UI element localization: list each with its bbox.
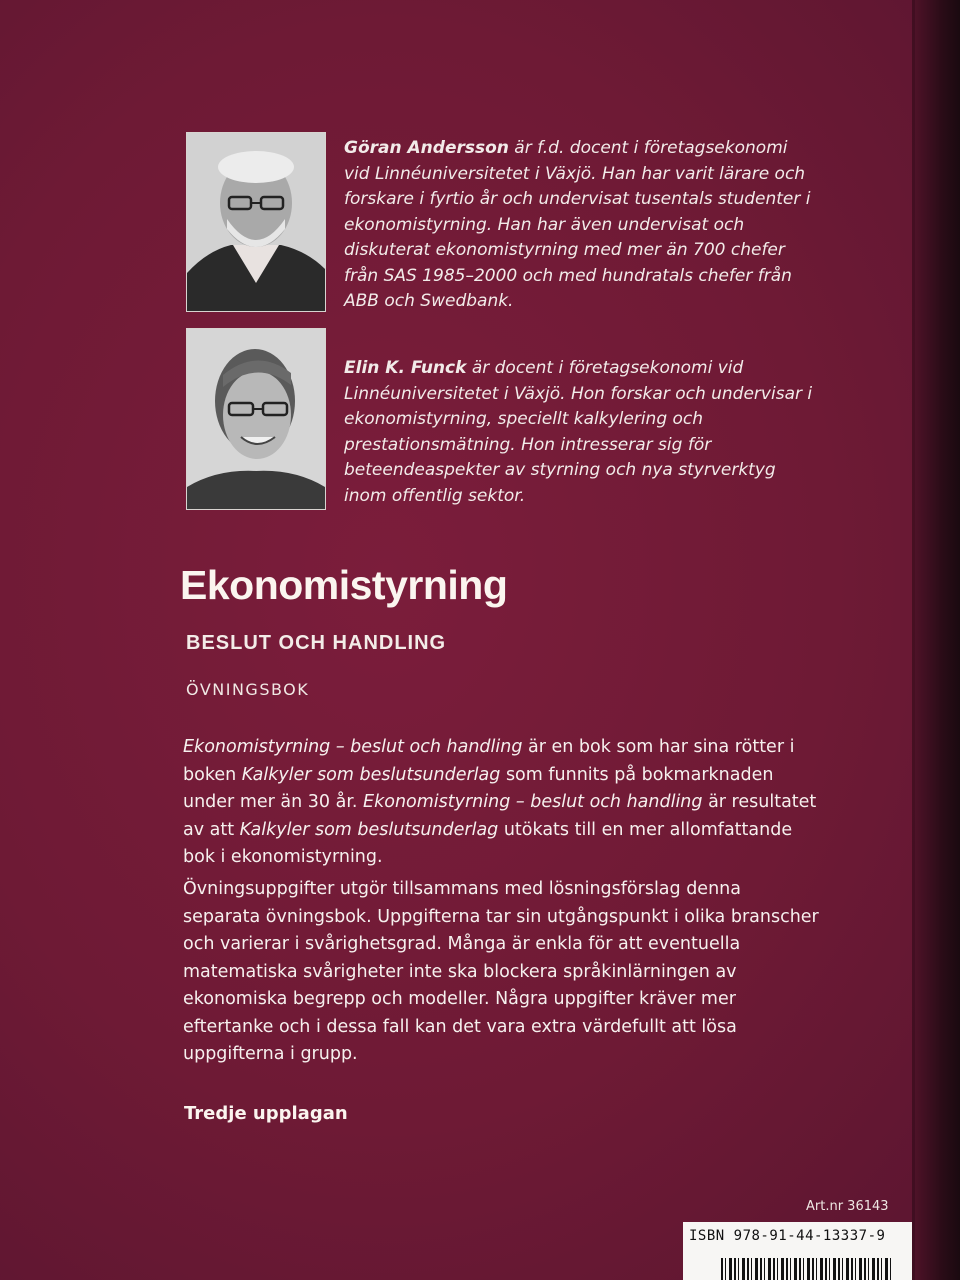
author-photo-elin-funck <box>186 328 326 510</box>
author-name: Göran Andersson <box>344 138 509 158</box>
edition-label: Tredje upplagan <box>184 1103 348 1124</box>
book-title: Ekonomistyrning <box>180 562 508 608</box>
description-text: är en bok som har sina rötter i boken <box>183 737 795 785</box>
book-kind: ÖVNINGSBOK <box>186 680 310 699</box>
description-paragraph-2: Övningsuppgifter utgör tillsammans med lösningsförslag denna separata övningsbok. Uppgifterna tar sin utgångspunkt i olika branscher och varierar i svårighetsgrad. Många är enkla för att eventuella matematiska svårigheter inte ska blockera språkinlärningen av ekonomiska begrepp och modeller. Några uppgifter kräver mer eftertanke och i dessa fall kan det vara extra värdefullt att lösa uppgifterna i grupp. <box>183 879 819 1064</box>
portrait-man-icon <box>187 133 325 311</box>
book-title-italic: Ekonomistyrning – beslut och handling <box>183 737 523 757</box>
author-bio-goran-andersson <box>344 136 814 315</box>
author-photo-goran-andersson <box>186 132 326 312</box>
earlier-book-title-italic: Kalkyler som beslutsunderlag <box>239 819 499 840</box>
author-name: Elin K. Funck <box>344 358 467 378</box>
isbn-barcode <box>683 1222 912 1280</box>
background-strip <box>915 0 960 1280</box>
article-number: Art.nr 36143 <box>806 1199 889 1214</box>
barcode-bars <box>721 1258 891 1280</box>
description-text: utökats till en mer allomfattande bok i ekonomistyrning. <box>183 819 793 867</box>
author-bio-text: är docent i företagsekonomi vid Linnéuniversitetet i Växjö. Hon forskar och undervisar i ekonomistyrning, speciellt kalkylering och prestationsmätning. Hon intresserar sig för beteendeaspekter av styrning och nya styrverktyg inom offentlig sektor. <box>344 358 813 506</box>
author-bio-text: är f.d. docent i företagsekonomi vid Linnéuniversitetet i Växjö. Han har varit lärare och forskare i fyrtio år och undervisat tusentals studenter i ekonomistyrning. Han har även undervisat och diskuterat ekonomistyrning med mer än 700 chefer från SAS 1985–2000 och med hundratals chefer från ABB och Swedbank. <box>344 138 811 311</box>
isbn-text: ISBN 978-91-44-13337-9 <box>689 1228 886 1244</box>
book-title-italic: Ekonomistyrning – beslut och handling <box>363 792 703 812</box>
book-subtitle: BESLUT OCH HANDLING <box>186 632 447 654</box>
description-text: är resultatet av att <box>183 792 817 840</box>
author-bio-elin-funck <box>344 356 814 509</box>
description-text: som funnits på bokmarknaden under mer än 30 år. <box>183 764 774 812</box>
description-paragraph-1 <box>183 734 823 872</box>
portrait-woman-icon <box>187 329 325 509</box>
earlier-book-title-italic: Kalkyler som beslutsunderlag <box>241 764 501 785</box>
